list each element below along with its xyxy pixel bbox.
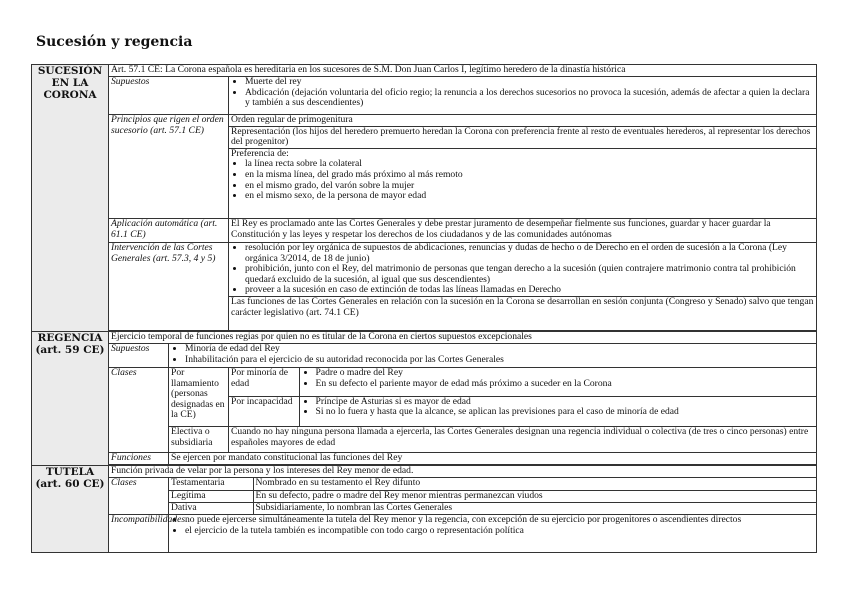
list-item: • no puede ejercerse simultáneamente la tutela del Rey menor y la regencia, con excepción de su ejercicio por progenitores o ascendientes directos xyxy=(185,515,814,526)
sucesion-intro: Art. 57.1 CE: La Corona española es hereditaria en los sucesores de S.M. Don Juan Carlos I, legítimo heredero de la dinastía histórica xyxy=(109,65,817,77)
list-item: • el ejercicio de la tutela también es incompatible con todo cargo o representación política xyxy=(185,526,814,537)
electiva-text: Cuando no hay ninguna persona llamada a ejercerla, las Cortes Generales designan una regencia individual o colectiva (de tres o cinco personas) entre españoles mayores de edad xyxy=(229,427,817,453)
llamamiento-table xyxy=(229,368,816,426)
list-item: • proveer a la sucesión en caso de extinción de todas las líneas llamadas en Derecho xyxy=(245,285,814,296)
minoria-label: Por minoría de edad xyxy=(229,368,299,396)
tutela-clase-name: Testamentaria xyxy=(169,478,253,490)
principio-preferencia xyxy=(229,148,816,202)
tutela-clases-label: Clases xyxy=(109,478,169,515)
list-item: • En su defecto el pariente mayor de edad más próximo a suceder en la Corona xyxy=(316,379,815,390)
funciones-label: Funciones xyxy=(109,453,169,465)
tutela-heading: TUTELA (art. 60 CE) xyxy=(32,466,109,553)
intervencion-label: Intervención de las Cortes Generales (art. 57.3, 4 y 5) xyxy=(109,243,229,331)
incompatibilidades-list xyxy=(169,515,817,553)
incompatibilidades-label: Incompatibilidades xyxy=(109,515,169,553)
tutela-clase-text: En su defecto, padre o madre del Rey menor mientras permanezcan viudos xyxy=(253,490,816,502)
llamamiento-content xyxy=(229,368,817,427)
regencia-supuestos-list xyxy=(169,344,817,368)
tutela-clase-name: Legítima xyxy=(169,490,253,502)
regencia-heading: REGENCIA (art. 59 CE) xyxy=(32,332,109,466)
list-item: • Padre o madre del Rey xyxy=(316,368,815,379)
principio-orden: Orden regular de primogenitura xyxy=(231,114,353,125)
sucesion-heading: SUCESIÓN EN LA CORONA xyxy=(32,65,109,332)
list-item: • Minoría de edad del Rey xyxy=(185,344,814,355)
incapacidad-label: Por incapacidad xyxy=(229,396,299,426)
list-item: • Muerte del rey xyxy=(245,77,814,88)
intervencion-note: Las funciones de las Cortes Generales en relación con la sucesión en la Corona se desarrollan en sesión conjunta (Congreso y Senado) salvo que tengan carácter legislativo (art. 74.1 CE) xyxy=(229,296,816,318)
list-item: • Si no lo fuera y hasta que la alcance, se aplican las previsiones para el caso de minoría de edad xyxy=(316,407,815,418)
tutela-clase-text: Nombrado en su testamento el Rey difunto xyxy=(253,478,816,490)
regencia-clases-label: Clases xyxy=(109,368,169,453)
tutela-intro: Función privada de velar por la persona y los intereses del Rey menor de edad. xyxy=(109,466,817,478)
sucesion-supuestos-list xyxy=(229,77,817,115)
tutela-clase-text: Subsidiariamente, lo nombran las Cortes Generales xyxy=(253,502,816,514)
regencia-supuestos-label: Supuestos xyxy=(109,344,169,368)
list-item: • en el mismo sexo, de la persona de mayor edad xyxy=(245,191,814,202)
list-item: • Abdicación (dejación voluntaria del oficio regio; la renuncia a los derechos sucesorios no provoca la sucesión, además de afectar a quien la declara y también a sus descendientes) xyxy=(245,88,814,109)
page-title: Sucesión y regencia xyxy=(36,34,193,50)
preferencia-label: Preferencia de: xyxy=(231,147,289,159)
clase-electiva: Electiva o subsidiaria xyxy=(169,427,229,453)
tutela-clases-content xyxy=(169,478,817,515)
summary-table xyxy=(31,64,817,553)
principios-content xyxy=(229,115,817,219)
list-item: • Príncipe de Asturias si es mayor de edad xyxy=(316,397,815,408)
minoria-list xyxy=(299,368,816,396)
list-item: • Inhabilitación para el ejercicio de su autoridad reconocida por las Cortes Generales xyxy=(185,355,814,366)
list-item: • resolución por ley orgánica de supuestos de abdicaciones, renuncias y dudas de hecho o de Derecho en el orden de sucesión a la Corona (Ley orgánica 3/2014, de 18 de junio) xyxy=(245,243,814,264)
intervencion-content xyxy=(229,243,817,331)
principios-label: Principios que rigen el orden sucesorio (art. 57.1 CE) xyxy=(109,115,229,219)
funciones-text: Se ejercen por mandato constitucional las funciones del Rey xyxy=(169,453,817,465)
list-item: • en la misma línea, del grado más próximo al más remoto xyxy=(245,170,814,181)
principio-representacion: Representación (los hijos del heredero premuerto heredan la Corona con preferencia frente al resto de eventuales herederos, al representar los derechos del progenitor) xyxy=(229,126,816,148)
aplicacion-label: Aplicación automática (art. 61.1 CE) xyxy=(109,219,229,243)
tutela-clases-table xyxy=(169,478,816,514)
tutela-clase-name: Dativa xyxy=(169,502,253,514)
aplicacion-text: El Rey es proclamado ante las Cortes Generales y debe prestar juramento de desempeñar fielmente sus funciones, guardar y hacer guardar la Constitución y las leyes y respetar los derechos de los ciudadanos y de las comunidades autónomas xyxy=(229,219,817,243)
incapacidad-list xyxy=(299,396,816,426)
regencia-intro: Ejercicio temporal de funciones regias por quien no es titular de la Corona en ciertos supuestos excepcionales xyxy=(109,332,817,344)
clase-llamamiento: Por llamamiento (personas designadas en la CE) xyxy=(169,368,229,427)
list-item: • en el mismo grado, del varón sobre la mujer xyxy=(245,181,814,192)
list-item: • prohibición, junto con el Rey, del matrimonio de personas que tengan derecho a la sucesión (quien contrajere matrimonio contra tal prohibición quedará excluido de la sucesión, al igual que sus descendientes) xyxy=(245,264,814,285)
list-item: • la línea recta sobre la colateral xyxy=(245,159,814,170)
sucesion-supuestos-label: Supuestos xyxy=(109,77,229,115)
